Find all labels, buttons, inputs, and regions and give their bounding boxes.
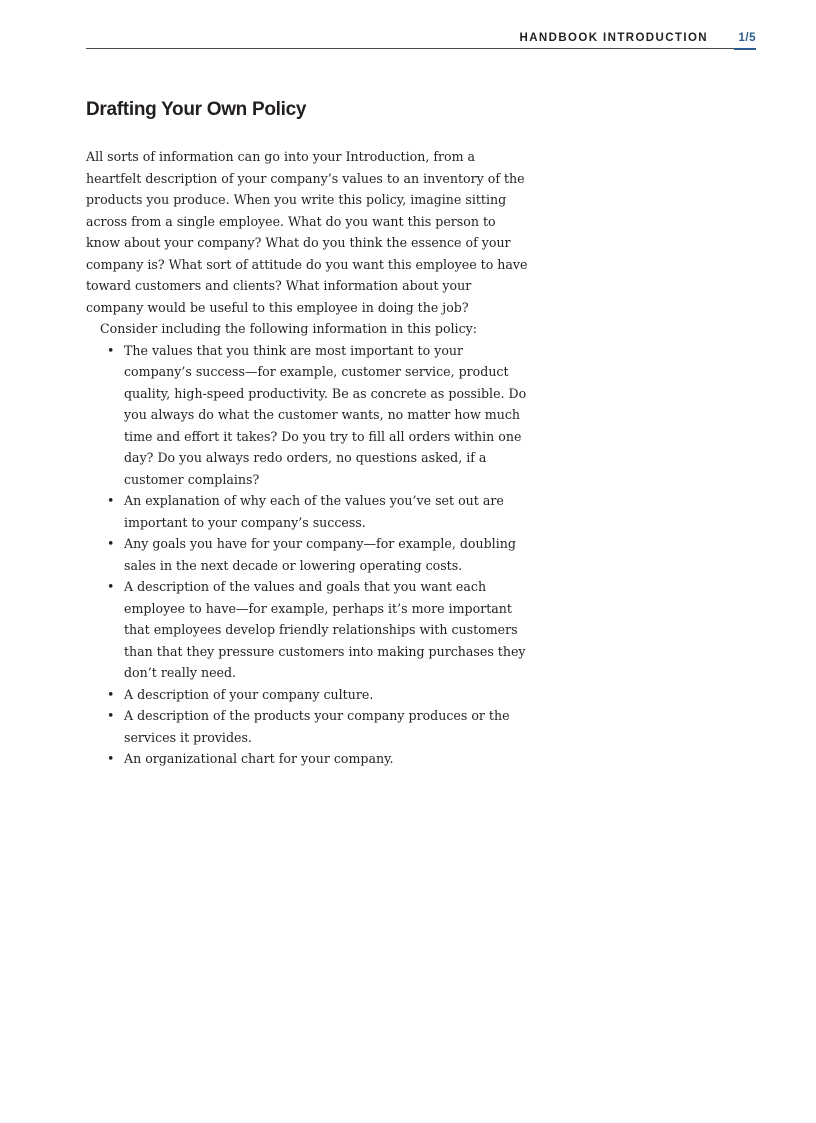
- list-item: [107, 533, 530, 576]
- page-number-underline: [734, 48, 756, 50]
- bullet-icon: •: [107, 579, 115, 594]
- list-item: [107, 705, 530, 748]
- page-number: 1/5: [738, 32, 756, 44]
- list-item-text: A description of your company culture.: [124, 686, 374, 702]
- list-item: [107, 576, 530, 684]
- bullet-icon: •: [107, 708, 115, 723]
- bullet-icon: •: [107, 751, 115, 766]
- bullet-icon: •: [107, 536, 115, 551]
- list-lead-in: Consider including the following information in this policy:: [100, 321, 478, 336]
- list-item: [107, 748, 530, 770]
- list-item-text: Any goals you have for your company—for example, doubling sales in the next decade or lowering operating costs.: [124, 536, 516, 573]
- bullet-icon: •: [107, 493, 115, 508]
- list-item: [107, 684, 530, 706]
- bullet-icon: •: [107, 686, 115, 702]
- intro-paragraph: All sorts of information can go into your Introduction, from a heartfelt description of your company’s values to an inventory of the products you produce. When you write this policy, imagine sitting across from a single employee. What do you want this person to know about your company? What do you think the essence of your company is? What sort of attitude do you want this employee to have toward customers and clients? What information about your company would be useful to this employee in doing the job?: [86, 149, 528, 315]
- list-item-text: A description of the values and goals that you want each employee to have—for example, perhaps it’s more important that employees develop friendly relationships with customers than that they pressure customers into making purchases they don’t really need.: [124, 579, 526, 680]
- list-item-text: A description of the products your company produces or the services it provides.: [124, 708, 510, 745]
- list-item-text: The values that you think are most important to your company’s success—for example, customer service, product quality, high-speed productivity. Be as concrete as possible. Do you always do what the customer wants, no matter how much time and effort it takes? Do you try to fill all orders within one day? Do you always redo orders, no questions asked, if a customer complains?: [124, 342, 527, 487]
- bullet-list: [86, 340, 530, 770]
- list-item: [107, 340, 530, 491]
- section-body: [86, 146, 530, 770]
- list-item: [107, 490, 530, 533]
- running-title: HANDBOOK INTRODUCTION: [519, 32, 708, 44]
- list-item-text: An explanation of why each of the values you’ve set out are important to your company’s success.: [124, 493, 504, 530]
- list-item-text: An organizational chart for your company.: [124, 751, 394, 766]
- section-heading: Drafting Your Own Policy: [86, 99, 307, 120]
- running-header: [86, 30, 756, 49]
- bullet-icon: •: [107, 342, 115, 358]
